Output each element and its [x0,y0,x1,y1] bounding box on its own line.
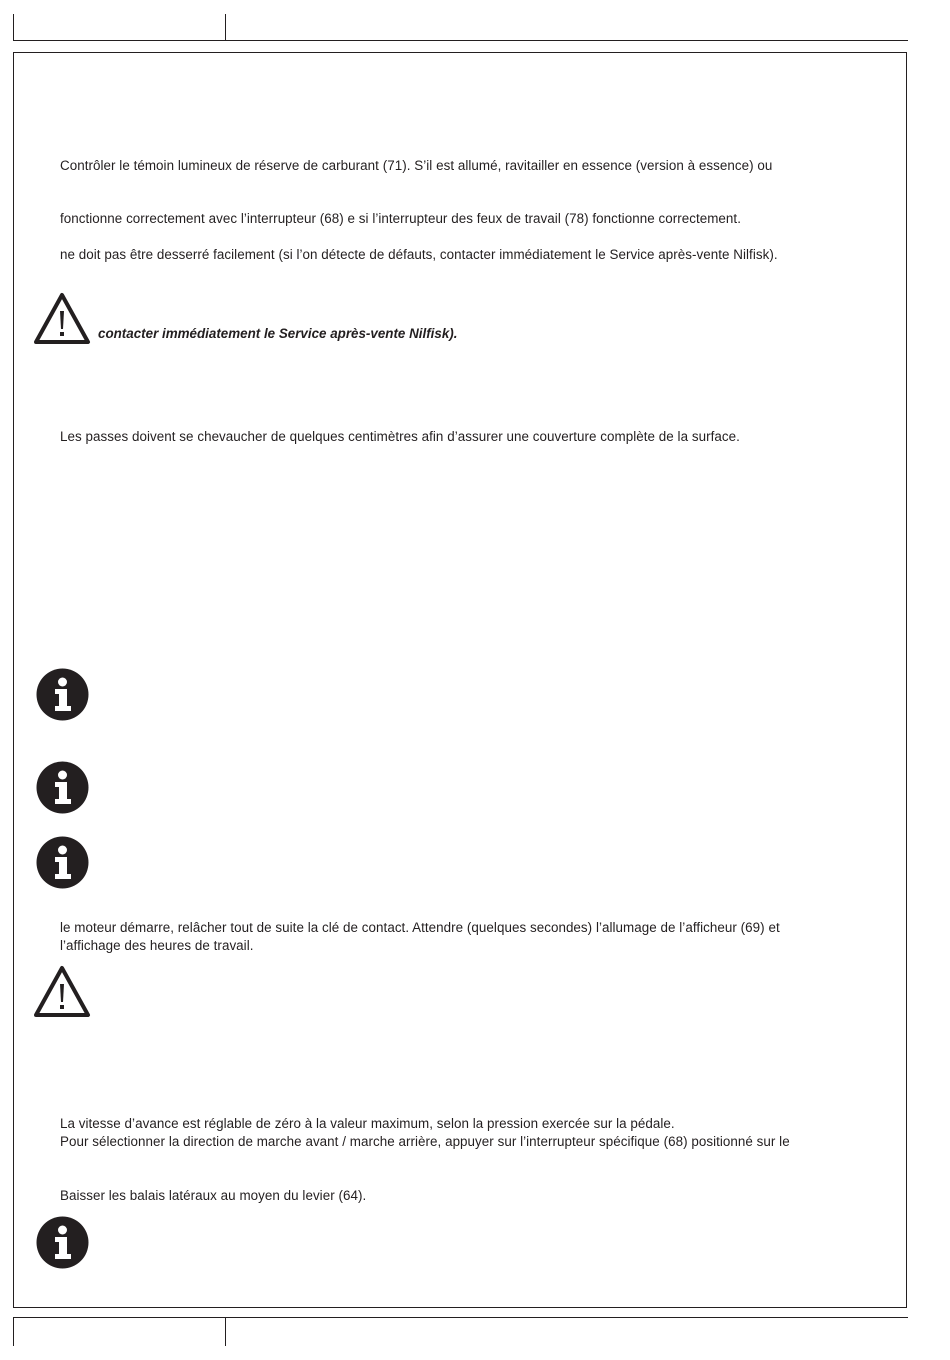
warning-triangle-icon [33,292,91,346]
footer-left-vertical-rule [13,1317,14,1346]
paragraph-side-brooms: Baisser les balais latéraux au moyen du levier (64). [60,1188,367,1203]
footer-divider-rule [225,1317,226,1346]
info-circle-icon [36,836,89,889]
warning-text: contacter immédiatement le Service après-vente Nilfisk). [98,326,458,341]
paragraph-engine-start-line1: le moteur démarre, relâcher tout de suite la clé de contact. Attendre (quelques secondes) l’allumage de l’afficheur (69) et [60,920,780,935]
paragraph-fuel-reserve: Contrôler le témoin lumineux de réserve de carburant (71). S’il est allumé, ravitailler en essence (version à essence) ou [60,158,773,173]
paragraph-service-contact: ne doit pas être desserré facilement (si l’on détecte de défauts, contacter immédiatement le Service après-vente Nilfisk). [60,247,778,262]
paragraph-overlap: Les passes doivent se chevaucher de quelques centimètres afin d’assurer une couverture complète de la surface. [60,429,740,444]
header-left-vertical-rule [13,14,14,41]
header-rule [13,40,908,41]
paragraph-engine-start-line2: l’affichage des heures de travail. [60,938,254,953]
paragraph-speed-line1: La vitesse d’avance est réglable de zéro à la valeur maximum, selon la pression exercée sur la pédale. [60,1116,675,1131]
paragraph-speed-line2: Pour sélectionner la direction de marche avant / marche arrière, appuyer sur l’interrupteur spécifique (68) positionné sur le [60,1134,790,1149]
header-divider-rule [225,14,226,41]
paragraph-switch-check: fonctionne correctement avec l’interrupteur (68) e si l’interrupteur des feux de travail (78) fonctionne correctement. [60,211,741,226]
info-circle-icon [36,1216,89,1269]
info-circle-icon [36,761,89,814]
warning-triangle-icon [33,965,91,1019]
footer-rule [13,1317,908,1318]
info-circle-icon [36,668,89,721]
